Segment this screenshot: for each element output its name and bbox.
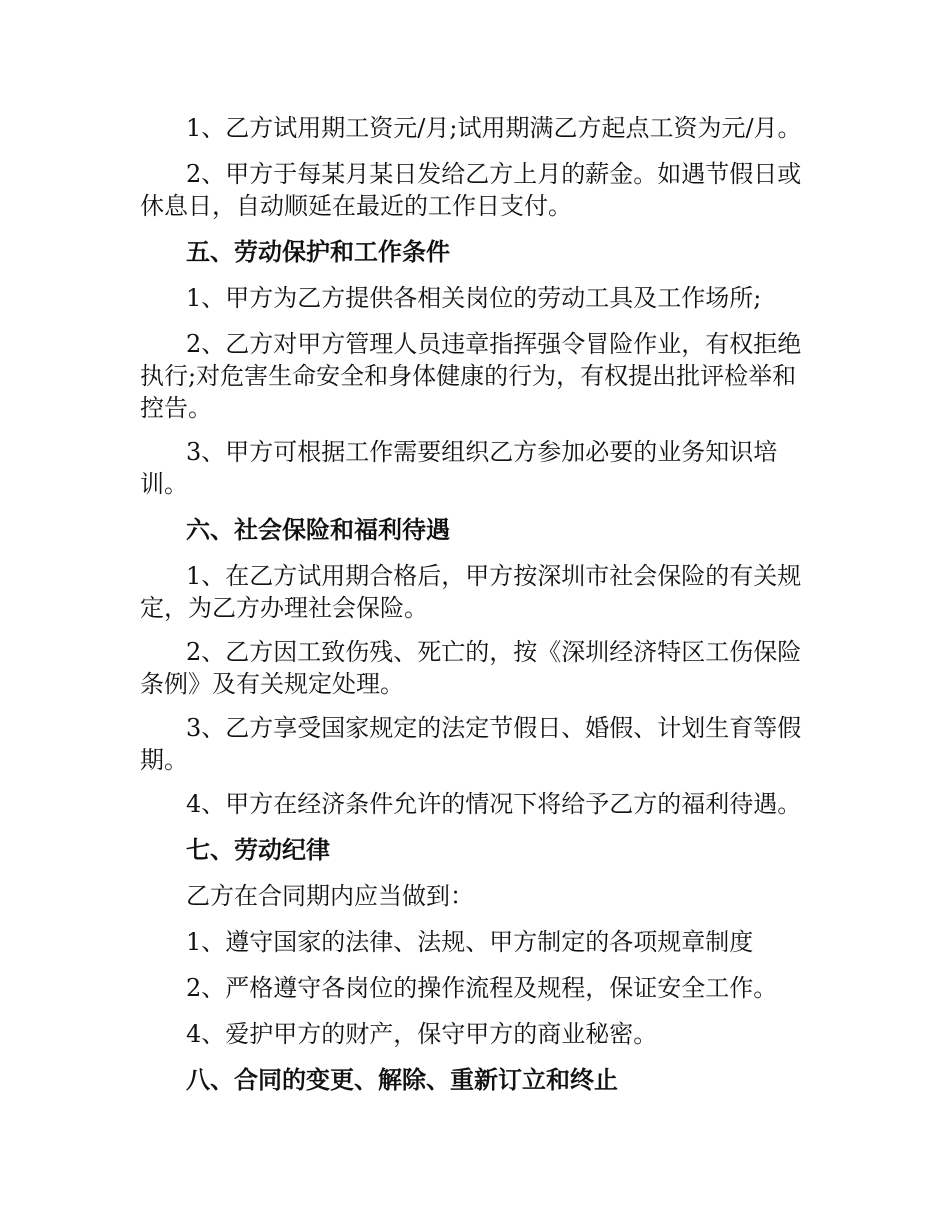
holidays-paragraph: 3、乙方享受国家规定的法定节假日、婚假、计划生育等假期。 — [140, 714, 802, 774]
training-paragraph: 3、甲方可根据工作需要组织乙方参加必要的业务知识培训。 — [140, 438, 778, 498]
work-injury-paragraph: 2、乙方因工致伤残、死亡的，按《深圳经济特区工伤保险条例》及有关规定处理。 — [140, 638, 802, 698]
refuse-risky-work-paragraph: 2、乙方对甲方管理人员违章指挥强令冒险作业，有权拒绝执行;对危害生命安全和身体健康的行为，有权提出批评检举和控告。 — [140, 330, 802, 422]
safety-procedures-paragraph: 2、严格遵守各岗位的操作流程及规程，保证安全工作。 — [186, 974, 778, 1002]
protect-property-paragraph: 4、爱护甲方的财产，保守甲方的商业秘密。 — [186, 1020, 658, 1048]
social-insurance-paragraph: 1、在乙方试用期合格后，甲方按深圳市社会保险的有关规定，为乙方办理社会保险。 — [140, 562, 802, 622]
discipline-intro-paragraph: 乙方在合同期内应当做到： — [186, 882, 474, 910]
labor-tools-paragraph: 1、甲方为乙方提供各相关岗位的劳动工具及工作场所; — [186, 284, 762, 312]
welfare-paragraph: 4、甲方在经济条件允许的情况下将给予乙方的福利待遇。 — [186, 790, 802, 818]
section-heading-labor-protection: 五、劳动保护和工作条件 — [186, 237, 450, 266]
salary-payment-paragraph: 2、甲方于每某月某日发给乙方上月的薪金。如遇节假日或休息日，自动顺延在最近的工作日支付。 — [140, 160, 802, 220]
section-heading-contract-changes: 八、合同的变更、解除、重新订立和终止 — [186, 1065, 618, 1094]
section-heading-social-insurance: 六、社会保险和福利待遇 — [186, 515, 450, 544]
obey-laws-paragraph: 1、遵守国家的法律、法规、甲方制定的各项规章制度 — [186, 928, 754, 956]
section-heading-labor-discipline: 七、劳动纪律 — [186, 835, 330, 864]
salary-probation-paragraph: 1、乙方试用期工资元/月;试用期满乙方起点工资为元/月。 — [186, 114, 802, 142]
